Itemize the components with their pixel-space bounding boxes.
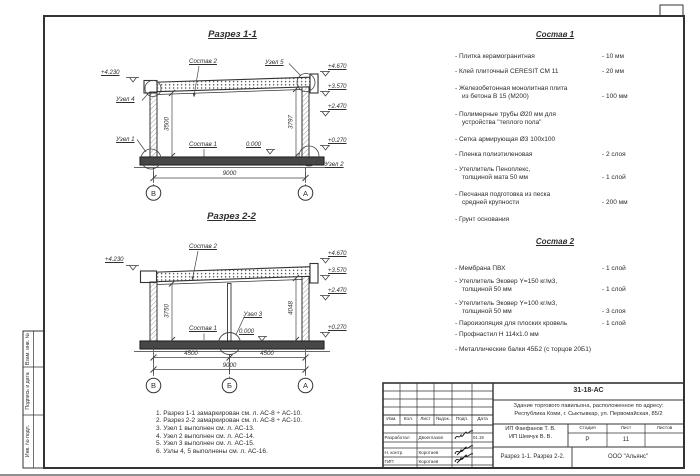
note-line: 4. Узел 2 выполнен см. л. АС-14. xyxy=(156,432,255,440)
list-item xyxy=(455,53,690,61)
section2-sostav1-label: Состав 1 xyxy=(189,324,217,332)
titleblock-col-data: Дата xyxy=(477,417,488,422)
titleblock-col-podp: Подп. xyxy=(455,417,469,422)
titleblock-doc-code: 31-18-АС xyxy=(573,387,604,394)
item-text: толщиной 50 мм xyxy=(462,285,512,293)
list-item xyxy=(455,151,690,159)
item-text: - Утеплитель Эковер Y=150 кг/м3, xyxy=(455,278,558,285)
section2-elevation-3: +2.470 xyxy=(328,287,347,294)
section1-sostav1-label: Состав 1 xyxy=(189,140,217,148)
titleblock-row-name: Коротаев xyxy=(418,450,439,455)
item-value: - 3 слоя xyxy=(602,307,626,315)
section2-dim-4500-left: 4500 xyxy=(184,350,198,357)
list-item xyxy=(455,166,690,182)
item-text: - Пленка полиэтиленовая xyxy=(455,151,533,158)
item-text: - Утеплитель Эковер Y=100 кг/м3, xyxy=(455,300,558,307)
section1-uzel1-label: Узел 1 xyxy=(116,135,135,143)
list-item xyxy=(455,111,690,127)
item-text: - Металлические балки 45Б2 (с торцов 20Б1) xyxy=(455,346,592,353)
section2-axis-b: Б xyxy=(227,381,232,390)
item-text: - Грунт основания xyxy=(455,216,510,223)
item-text: - Утеплитель Пеноплекс, xyxy=(455,166,531,173)
signature-gip xyxy=(455,454,473,463)
item-text: - Плитка керамогранитная xyxy=(455,53,535,60)
item-value: - 1 слой xyxy=(602,320,626,327)
note-line: 5. Узел 3 выполнен см. л. АС-15. xyxy=(156,440,255,448)
item-value: - 20 мм xyxy=(602,68,624,75)
list-item xyxy=(455,191,690,207)
item-text: - Песчаная подготовка из песка xyxy=(455,191,551,198)
list-item xyxy=(455,300,690,316)
titleblock-project-line1: Здание торгового павильона, расположенное по адресу: xyxy=(513,402,664,409)
titleblock-col-list: Лист xyxy=(420,417,431,422)
titleblock-client-line1: ИП Фаефанов Т. В. xyxy=(505,426,556,432)
item-text: средней крупности xyxy=(462,198,519,206)
roof-right-plate-2 xyxy=(310,264,318,284)
left-column-2 xyxy=(150,282,157,341)
item-text: - Пароизоляция для плоских кровель xyxy=(455,320,568,327)
section1-zero-mark: 0.000 xyxy=(246,141,262,148)
section2-elevation-left: +4.230 xyxy=(105,256,124,263)
item-value: - 2 слоя xyxy=(602,151,626,158)
item-text: толщиной мата 50 мм xyxy=(462,173,529,181)
titleblock-company: ООО "Альянс" xyxy=(607,454,649,460)
titleblock-list-header: Лист xyxy=(620,425,632,431)
signatures xyxy=(455,431,473,463)
corner-box xyxy=(660,5,683,16)
titleblock-sheet-title: Разрез 1-1. Разрез 2-2. xyxy=(500,454,565,460)
section1-elevation-2: +3.570 xyxy=(328,83,347,90)
titleblock-row-role: ГИП xyxy=(384,458,394,464)
note-line: 6. Узлы 4, 5 выполнены см. л. АС-16. xyxy=(156,448,268,456)
item-value: - 1 слой xyxy=(602,265,626,272)
list-item xyxy=(455,331,690,339)
list-item xyxy=(455,136,690,144)
item-text: толщиной 50 мм xyxy=(462,307,512,315)
roof-left-cap-2 xyxy=(141,271,157,283)
item-value: - 1 слой xyxy=(602,285,626,293)
item-text: устройства "теплого пола" xyxy=(462,118,542,126)
titleblock-row-name: Двоеглазов xyxy=(418,435,443,440)
item-value: - 1 слой xyxy=(602,173,626,181)
section1-dim-bottom: 9000 xyxy=(222,170,237,177)
item-text: из бетона В 15 (М200) xyxy=(462,92,529,100)
floor-slab-2 xyxy=(140,341,324,349)
section2-elevation-1: +4.670 xyxy=(328,250,347,257)
item-text: - Мембрана ПВХ xyxy=(455,265,506,272)
section2-dim-bottom: 9000 xyxy=(222,361,237,369)
section2-dim-right: 4048 xyxy=(287,301,294,315)
note-line: 1. Разрез 1-1 замаркирован см. л. АС-8 ÷ АС-10. xyxy=(156,409,302,417)
list-item xyxy=(455,320,690,328)
item-text: - Профнастил Н 114x1.0 мм xyxy=(455,331,539,338)
section1-axis-a: А xyxy=(302,188,308,198)
titleblock-project-line2: Республика Коми, г. Сыктывкар, ул. Первомайская, 85/2 xyxy=(514,410,663,417)
section2-dim-4500-right: 4500 xyxy=(260,350,274,357)
titleblock-client-line2: ИП Шевчук В. В. xyxy=(508,434,553,440)
item-text: - Клей плиточный CERESIT CM 11 xyxy=(455,68,559,75)
signature-nkontr xyxy=(455,446,473,455)
section2-uzel3-label: Узел 3 xyxy=(243,310,263,318)
section1-uzel5-label: Узел 5 xyxy=(265,58,284,66)
sostav1-title: Состав 1 xyxy=(535,29,575,39)
item-value: - 200 мм xyxy=(602,198,628,206)
list-item xyxy=(455,68,690,76)
item-text: - Сетка армирующая Ø3 100x100 xyxy=(455,136,556,143)
section1-uzel4-label: Узел 4 xyxy=(116,95,135,103)
titleblock-col-ndok: №док. xyxy=(435,417,451,422)
floor-slab-1 xyxy=(140,157,324,165)
list-item xyxy=(455,346,690,354)
item-value: - 10 мм xyxy=(602,53,624,60)
titleblock-row-role: Разработал xyxy=(384,435,410,440)
titleblock-row-date: 01.19 xyxy=(473,435,484,440)
item-value: - 100 мм xyxy=(602,92,628,100)
section1-title: Разрез 1-1 xyxy=(208,29,257,40)
stamp-label-vzam: Взам. инв. № xyxy=(25,332,31,366)
section1-elevation-3: +2.470 xyxy=(328,103,347,110)
section2-axis-v: В xyxy=(150,381,156,390)
titleblock-listov-header: Листов xyxy=(656,425,673,431)
section1-axis-v: В xyxy=(150,188,156,198)
section-2-drawing xyxy=(126,251,330,393)
titleblock-col-izm: Изм. xyxy=(386,417,397,422)
stamp-label-podpis: Подпись и дата xyxy=(25,372,31,410)
titleblock-stage-header: Стадия xyxy=(579,425,596,431)
note-line: 2. Разрез 2-2 замаркирован см. л. АС-8 ÷ АС-10. xyxy=(156,417,302,425)
section2-zero-mark: 0.000 xyxy=(239,328,255,335)
item-text: - Железобетонная монолитная плита xyxy=(455,85,568,92)
titleblock-row-name: Коротаев xyxy=(418,458,439,464)
section1-dim-left: 3500 xyxy=(163,117,170,131)
section1-elevation-4: +0.270 xyxy=(328,137,347,144)
titleblock-row-role: Н. контр. xyxy=(384,450,404,455)
item-text: - Полимерные трубы Ø20 мм для xyxy=(455,111,556,118)
note-line: 3. Узел 1 выполнен см. л. АС-13. xyxy=(156,424,255,432)
section1-dim-right: 3797 xyxy=(287,115,294,129)
titleblock-stage-value: Р xyxy=(585,436,590,443)
section1-elevation-1: +4.670 xyxy=(328,63,347,70)
list-item xyxy=(455,216,690,224)
right-column-2 xyxy=(302,277,309,342)
section2-sostav2-label: Состав 2 xyxy=(189,242,217,250)
stamp-label-inv: Инв. № подл. xyxy=(25,424,31,458)
titleblock-sheet-value: 11 xyxy=(622,436,630,443)
roof-left-cap-1 xyxy=(144,81,157,94)
list-item xyxy=(455,265,690,273)
section2-elevation-4: +0.270 xyxy=(328,324,347,331)
section1-sostav2-label: Состав 2 xyxy=(189,57,217,65)
signature-razrabotal xyxy=(455,431,473,439)
list-item xyxy=(455,278,690,294)
titleblock-col-kol: Кол. xyxy=(403,417,414,422)
section1-elevation-left: +4.230 xyxy=(101,69,120,76)
notes-block xyxy=(156,410,302,456)
sostav2-title: Состав 2 xyxy=(535,236,575,246)
list-item xyxy=(455,85,690,101)
section2-dim-left: 3750 xyxy=(163,304,170,318)
left-column-1 xyxy=(150,92,157,157)
section-1-drawing xyxy=(126,64,330,201)
section2-axis-a: А xyxy=(302,381,308,390)
section2-title: Разрез 2-2 xyxy=(207,211,256,222)
section2-elevation-2: +3.570 xyxy=(328,267,347,274)
section1-uzel2-label: Узел 2 xyxy=(325,160,344,168)
